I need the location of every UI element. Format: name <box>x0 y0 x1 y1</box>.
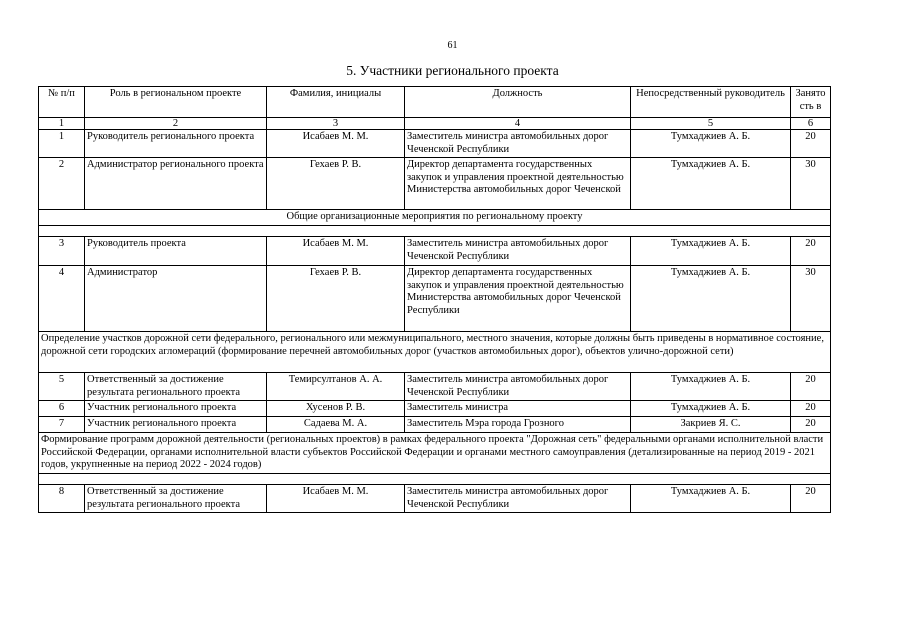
header-manager: Непосредственный руководитель <box>631 87 791 118</box>
cell-number: 5 <box>39 373 85 401</box>
cell-number: 1 <box>39 130 85 158</box>
section-row <box>39 332 831 373</box>
column-number: 4 <box>405 118 631 130</box>
table-row <box>39 130 831 158</box>
table-row <box>39 266 831 332</box>
cell-name: Исабаев М. М. <box>267 130 405 158</box>
cell-name: Гехаев Р. В. <box>267 158 405 210</box>
cell-manager: Тумхаджиев А. Б. <box>631 130 791 158</box>
cell-manager: Тумхаджиев А. Б. <box>631 237 791 266</box>
cell-role: Руководитель проекта <box>85 237 267 266</box>
cell-name: Темирсултанов А. А. <box>267 373 405 401</box>
cell-manager: Тумхаджиев А. Б. <box>631 266 791 332</box>
cell-load: 30 <box>791 266 831 332</box>
cell-manager: Тумхаджиев А. Б. <box>631 158 791 210</box>
cell-load: 20 <box>791 237 831 266</box>
section-heading: Формирование программ дорожной деятельности (региональных проектов) в рамках федерального проекта "Дорожная сеть" федеральными органами исполнительной власти Российской Федерации, органами исполнительной власти субъектов Российской Федерации и органами местного самоуправления (детализированные на период 2019 - 2021 годов, укрупненные на период 2022 - 2024 годов) <box>39 433 831 474</box>
table-row <box>39 373 831 401</box>
cell-position: Заместитель министра автомобильных дорог Чеченской Республики <box>405 485 631 513</box>
table-row <box>39 485 831 513</box>
cell-load: 20 <box>791 485 831 513</box>
section-heading: Общие организационные мероприятия по региональному проекту <box>39 210 831 226</box>
row-gap <box>39 226 831 237</box>
table-row <box>39 417 831 433</box>
table-row <box>39 401 831 417</box>
table-row <box>39 158 831 210</box>
cell-role: Ответственный за достижение результата регионального проекта <box>85 373 267 401</box>
cell-role: Участник регионального проекта <box>85 401 267 417</box>
table-row <box>39 237 831 266</box>
cell-number: 6 <box>39 401 85 417</box>
cell-name: Исабаев М. М. <box>267 237 405 266</box>
header-number: № п/п <box>39 87 85 118</box>
cell-load: 30 <box>791 158 831 210</box>
header-position: Должность <box>405 87 631 118</box>
cell-manager: Закриев Я. С. <box>631 417 791 433</box>
column-number: 1 <box>39 118 85 130</box>
cell-manager: Тумхаджиев А. Б. <box>631 373 791 401</box>
cell-load: 20 <box>791 417 831 433</box>
cell-position: Заместитель министра автомобильных дорог Чеченской Республики <box>405 373 631 401</box>
cell-position: Директор департамента государственных закупок и управления проектной деятельностью Министерства автомобильных дорог Чеченской <box>405 158 631 210</box>
cell-name: Садаева М. А. <box>267 417 405 433</box>
cell-name: Исабаев М. М. <box>267 485 405 513</box>
row-gap <box>39 474 831 485</box>
table-header-row <box>39 87 831 118</box>
cell-name: Гехаев Р. В. <box>267 266 405 332</box>
cell-position: Заместитель министра автомобильных дорог Чеченской Республики <box>405 130 631 158</box>
cell-load: 20 <box>791 373 831 401</box>
cell-number: 2 <box>39 158 85 210</box>
cell-role: Ответственный за достижение результата регионального проекта <box>85 485 267 513</box>
cell-position: Заместитель Мэра города Грозного <box>405 417 631 433</box>
column-number: 3 <box>267 118 405 130</box>
section-row <box>39 210 831 226</box>
column-number-row <box>39 118 831 130</box>
section-title: 5. Участники регионального проекта <box>346 63 559 78</box>
section-row <box>39 433 831 474</box>
cell-number: 3 <box>39 237 85 266</box>
header-name: Фамилия, инициалы <box>267 87 405 118</box>
cell-number: 4 <box>39 266 85 332</box>
cell-manager: Тумхаджиев А. Б. <box>631 401 791 417</box>
cell-load: 20 <box>791 401 831 417</box>
cell-role: Администратор регионального проекта <box>85 158 267 210</box>
column-number: 6 <box>791 118 831 130</box>
cell-load: 20 <box>791 130 831 158</box>
cell-position: Заместитель министра автомобильных дорог Чеченской Республики <box>405 237 631 266</box>
cell-position: Директор департамента государственных закупок и управления проектной деятельностью Министерства автомобильных дорог Чеченской Республики <box>405 266 631 332</box>
participants-table <box>38 86 831 513</box>
column-number: 5 <box>631 118 791 130</box>
section-heading: Определение участков дорожной сети федерального, регионального или межмуниципального, местного значения, которые должны быть приведены в нормативное состояние, дорожной сети городских агломераций (формирование перечней автомобильных дорог (участков автомобильных дорог), объектов улично-дорожной сети) <box>39 332 831 373</box>
cell-role: Администратор <box>85 266 267 332</box>
column-number: 2 <box>85 118 267 130</box>
cell-role: Участник регионального проекта <box>85 417 267 433</box>
cell-name: Хусенов Р. В. <box>267 401 405 417</box>
cell-manager: Тумхаджиев А. Б. <box>631 485 791 513</box>
cell-role: Руководитель регионального проекта <box>85 130 267 158</box>
header-load: Занято сть в <box>791 87 831 118</box>
header-role: Роль в региональном проекте <box>85 87 267 118</box>
cell-number: 7 <box>39 417 85 433</box>
cell-position: Заместитель министра <box>405 401 631 417</box>
cell-number: 8 <box>39 485 85 513</box>
page-number: 61 <box>447 40 458 51</box>
